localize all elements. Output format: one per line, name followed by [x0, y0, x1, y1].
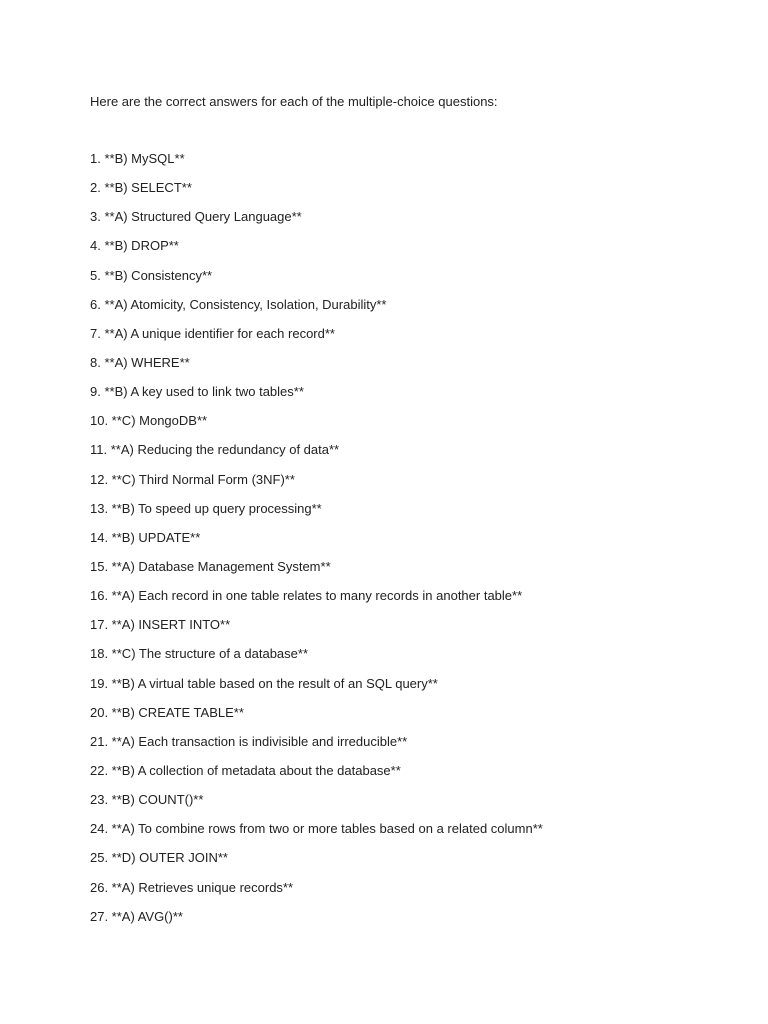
answer-item-24: 24. **A) To combine rows from two or more tables based on a related column**: [90, 821, 543, 837]
intro-text: Here are the correct answers for each of the multiple-choice questions:: [90, 94, 498, 109]
answer-item-19: 19. **B) A virtual table based on the result of an SQL query**: [90, 675, 438, 691]
answer-item-12: 12. **C) Third Normal Form (3NF)**: [90, 471, 295, 487]
answer-item-26: 26. **A) Retrieves unique records**: [90, 879, 294, 895]
answer-item-6: 6. **A) Atomicity, Consistency, Isolation, Durability**: [90, 296, 387, 312]
answer-item-16: 16. **A) Each record in one table relates to many records in another table**: [90, 588, 523, 604]
answer-item-13: 13. **B) To speed up query processing**: [90, 500, 322, 516]
answer-item-7: 7. **A) A unique identifier for each record**: [90, 325, 335, 341]
answer-item-10: 10. **C) MongoDB**: [90, 413, 208, 429]
answer-item-1: 1. **B) MySQL**: [90, 151, 185, 166]
answer-item-15: 15. **A) Database Management System**: [90, 558, 331, 574]
answer-item-21: 21. **A) Each transaction is indivisible and irreducible**: [90, 733, 408, 749]
answer-item-3: 3. **A) Structured Query Language**: [90, 209, 302, 225]
answer-item-8: 8. **A) WHERE**: [90, 354, 190, 370]
answer-item-18: 18. **C) The structure of a database**: [90, 646, 308, 662]
answer-item-17: 17. **A) INSERT INTO**: [90, 617, 231, 633]
answer-item-14: 14. **B) UPDATE**: [90, 529, 201, 545]
answer-item-2: 2. **B) SELECT**: [90, 180, 192, 196]
answer-item-25: 25. **D) OUTER JOIN**: [90, 850, 228, 866]
answer-item-5: 5. **B) Consistency**: [90, 267, 213, 283]
answer-item-27: 27. **A) AVG()**: [90, 908, 183, 924]
answer-list: [90, 151, 543, 938]
answer-item-4: 4. **B) DROP**: [90, 238, 179, 254]
answer-item-23: 23. **B) COUNT()**: [90, 792, 204, 808]
answer-item-20: 20. **B) CREATE TABLE**: [90, 704, 244, 720]
answer-item-9: 9. **B) A key used to link two tables**: [90, 384, 304, 400]
answer-item-22: 22. **B) A collection of metadata about the database**: [90, 762, 401, 778]
answer-item-11: 11. **A) Reducing the redundancy of data**: [90, 442, 340, 458]
